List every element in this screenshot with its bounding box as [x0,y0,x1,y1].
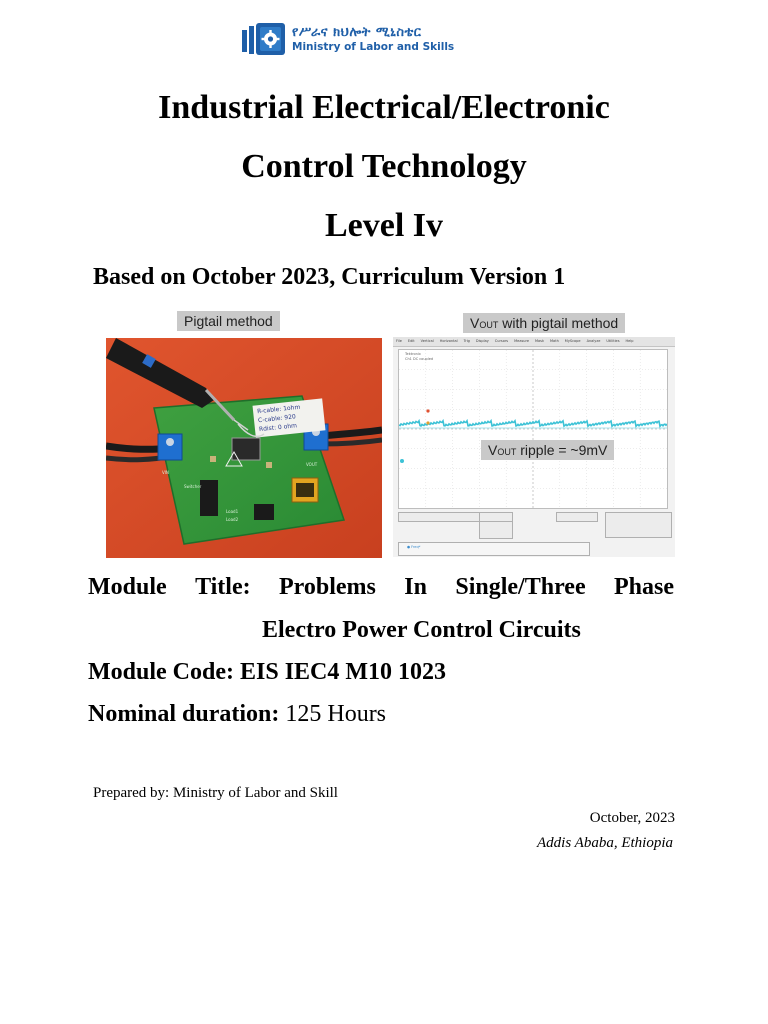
svg-text:Load1: Load1 [226,509,239,514]
module-code: Module Code: EIS IEC4 M10 1023 [88,659,447,685]
duration-label: Nominal duration: [88,701,280,727]
document-title-line-2: Control Technology [241,148,527,185]
ministry-logo [241,22,455,56]
vout-label-v: V [470,315,480,331]
svg-text:Rdist: 0 ohm: Rdist: 0 ohm [258,422,298,434]
svg-text:VOUT: VOUT [306,462,318,467]
module-title-word: In [404,574,427,600]
logo-english-text: Ministry of Labor and Skills [292,41,455,53]
document-title-line-1: Industrial Electrical/Electronic [158,89,610,126]
nominal-duration [88,701,386,728]
scope-menu-bar: File Edit Vertical Horizontal Trig Display Cursors Measure Mask Math MyScope Analyze Utilities Help [393,337,675,347]
ripple-label-text: ripple = ~9mV [516,442,608,458]
module-title-line-1 [88,574,674,601]
pcb-photo [106,338,382,558]
vout-pigtail-label [463,313,625,333]
svg-text:Switcher: Switcher [184,484,202,489]
ministry-logo-mark-icon [241,22,289,56]
ripple-label-sub: OUT [497,447,517,457]
svg-text:R-cable: 1ohm: R-cable: 1ohm [256,403,301,416]
document-title-level: Level Iv [324,207,444,244]
vout-ripple-label [481,440,614,460]
svg-text:Load2: Load2 [226,517,239,522]
logo-amharic-text: የሥራና ክህሎት ሚኒስቴር [292,25,422,40]
scope-grid [399,350,667,508]
svg-text:C-cable: 920: C-cable: 920 [257,413,297,425]
scope-status-bar: ● Freq* [393,510,675,557]
module-title-word: Title: [195,574,251,600]
module-title-word: Single/Three [455,574,586,600]
svg-text:VIN: VIN [162,470,169,475]
svg-text:Ch1 DC coupled: Ch1 DC coupled [405,357,434,361]
curriculum-basis: Based on October 2023, Curriculum Version 1 [93,264,566,290]
publication-place: Addis Ababa, Ethiopia [537,835,673,851]
vout-label-sub: OUT [479,320,499,330]
module-title-word: Phase [613,574,674,600]
scope-screen [398,349,668,509]
pigtail-method-label: Pigtail method [177,311,280,331]
prepared-by: Prepared by: Ministry of Labor and Skill [93,785,338,801]
vout-label-text: with pigtail method [498,315,619,331]
ripple-label-v: V [488,442,498,458]
duration-value: 125 Hours [279,701,387,727]
pcb-photo-illustration [106,338,382,558]
module-title-word: Module [88,574,167,600]
module-title-word: Problems [279,574,376,600]
svg-text:Tektronix: Tektronix [405,352,421,356]
publication-date: October, 2023 [589,810,675,826]
module-title-line-2: Electro Power Control Circuits [262,617,581,643]
